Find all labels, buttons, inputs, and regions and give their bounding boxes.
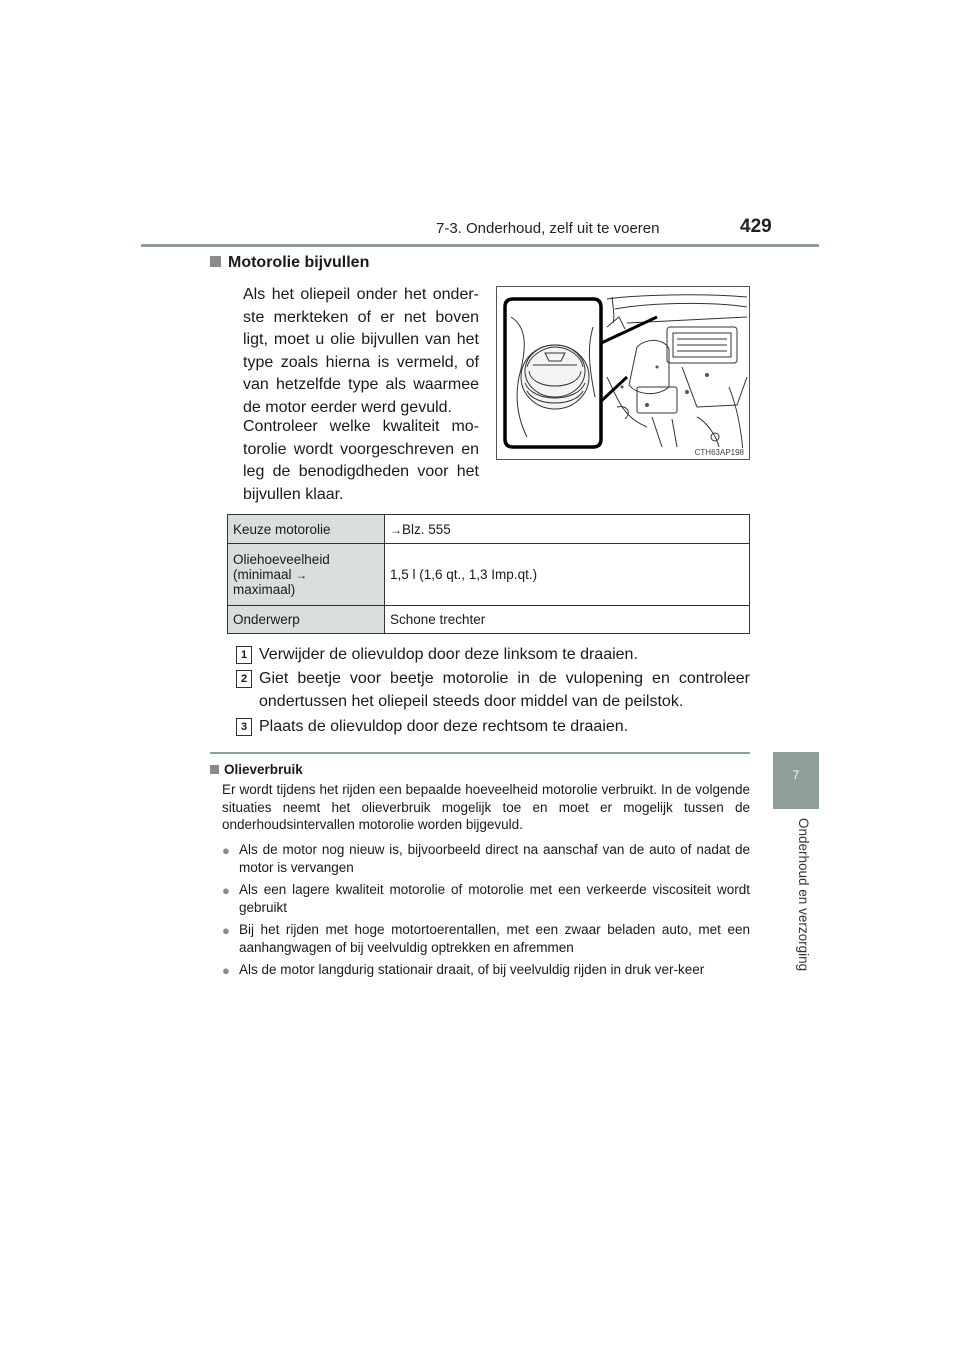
arrow-right-icon: → [295,568,308,582]
table-value: 1,5 l (1,6 qt., 1,3 Imp.qt.) [385,544,750,606]
body-paragraph: Als het oliepeil onder het onder-ste merkteken of er net boven ligt, moet u olie bijvullen van het type zoals hierna is vermeld, of van hetzelfde type als waarmee de motor eerder werd gevuld. [243,286,479,416]
step-number: 3 [236,718,252,736]
circle-bullet-icon: ● [222,923,230,938]
section-title: 7-3. Onderhoud, zelf uit te voeren [436,220,660,237]
table-label [228,544,385,606]
chapter-tab [773,752,819,809]
list-item [222,921,750,956]
section-heading [210,254,369,272]
table-value [385,515,750,544]
square-marker-icon [210,765,219,774]
table-label: Keuze motorolie [228,515,385,544]
list-item [222,841,750,876]
table-row [228,606,750,634]
step-item [236,716,750,739]
list-item [222,881,750,916]
list-item-text: Als de motor nog nieuw is, bijvoorbeeld direct na aanschaf van de auto of nadat de motor is vervangen [239,842,750,875]
header-rule [141,244,819,247]
step-item [236,668,750,713]
step-item [236,644,750,667]
table-value-text: Blz. 555 [402,521,451,537]
chapter-label: Onderhoud en verzorging [796,818,811,972]
arrow-right-icon: → [390,522,402,537]
step-number: 1 [236,646,252,664]
list-item [222,961,750,979]
step-text: Plaats de olievuldop door deze rechtsom te draaien. [259,718,629,735]
list-item-text: Als een lagere kwaliteit motorolie of motorolie met een verkeerde viscositeit wordt gebruikt [239,882,750,915]
notes-heading [210,762,303,777]
figure-code: CTH63AP198 [694,448,744,457]
table-value: Schone trechter [385,606,750,634]
notes-heading-text: Olieverbruik [224,762,303,777]
notes-intro: Er wordt tijdens het rijden een bepaalde hoeveelheid motorolie verbruikt. In de volgende situaties neemt het olieverbruik mogelijk toe en moet er mogelijk tussen de onderhoudsintervallen motorolie worden bijgevuld. [222,782,750,832]
section-heading-text: Motorolie bijvullen [228,254,370,271]
list-item-text: Bij het rijden met hoge motortoerentallen, met een zwaar beladen auto, met een aanhangwagen of bij veelvuldig optrekken en afremmen [239,922,750,955]
chapter-number: 7 [792,768,800,782]
step-text: Verwijder de olievuldop door deze linksom te draaien. [259,646,638,663]
page-number: 429 [740,216,772,237]
requirements-table [227,514,750,634]
table-label: Onderwerp [228,606,385,634]
engine-illustration [496,286,750,460]
circle-bullet-icon: ● [222,843,230,858]
list-item-text: Als de motor langdurig stationair draait, of bij veelvuldig rijden in druk ver-keer [239,962,705,977]
body-paragraph: Controleer welke kwaliteit mo-torolie wordt voorgeschreven en leg de benodigdheden voor het bijvullen klaar. [243,418,479,503]
step-text: Giet beetje voor beetje motorolie in de vulopening en controleer ondertussen het oliepeil steeds door middel van de peilstok. [259,670,750,710]
table-label-text: Oliehoeveelheid (minimaal [233,552,330,582]
square-marker-icon [210,256,221,267]
circle-bullet-icon: ● [222,883,230,898]
table-row [228,515,750,544]
step-number: 2 [236,670,252,688]
table-row [228,544,750,606]
oil-filler-cap-drawing [497,287,749,459]
circle-bullet-icon: ● [222,963,230,978]
section-divider [210,752,750,754]
table-label-text: maximaal) [233,582,296,597]
